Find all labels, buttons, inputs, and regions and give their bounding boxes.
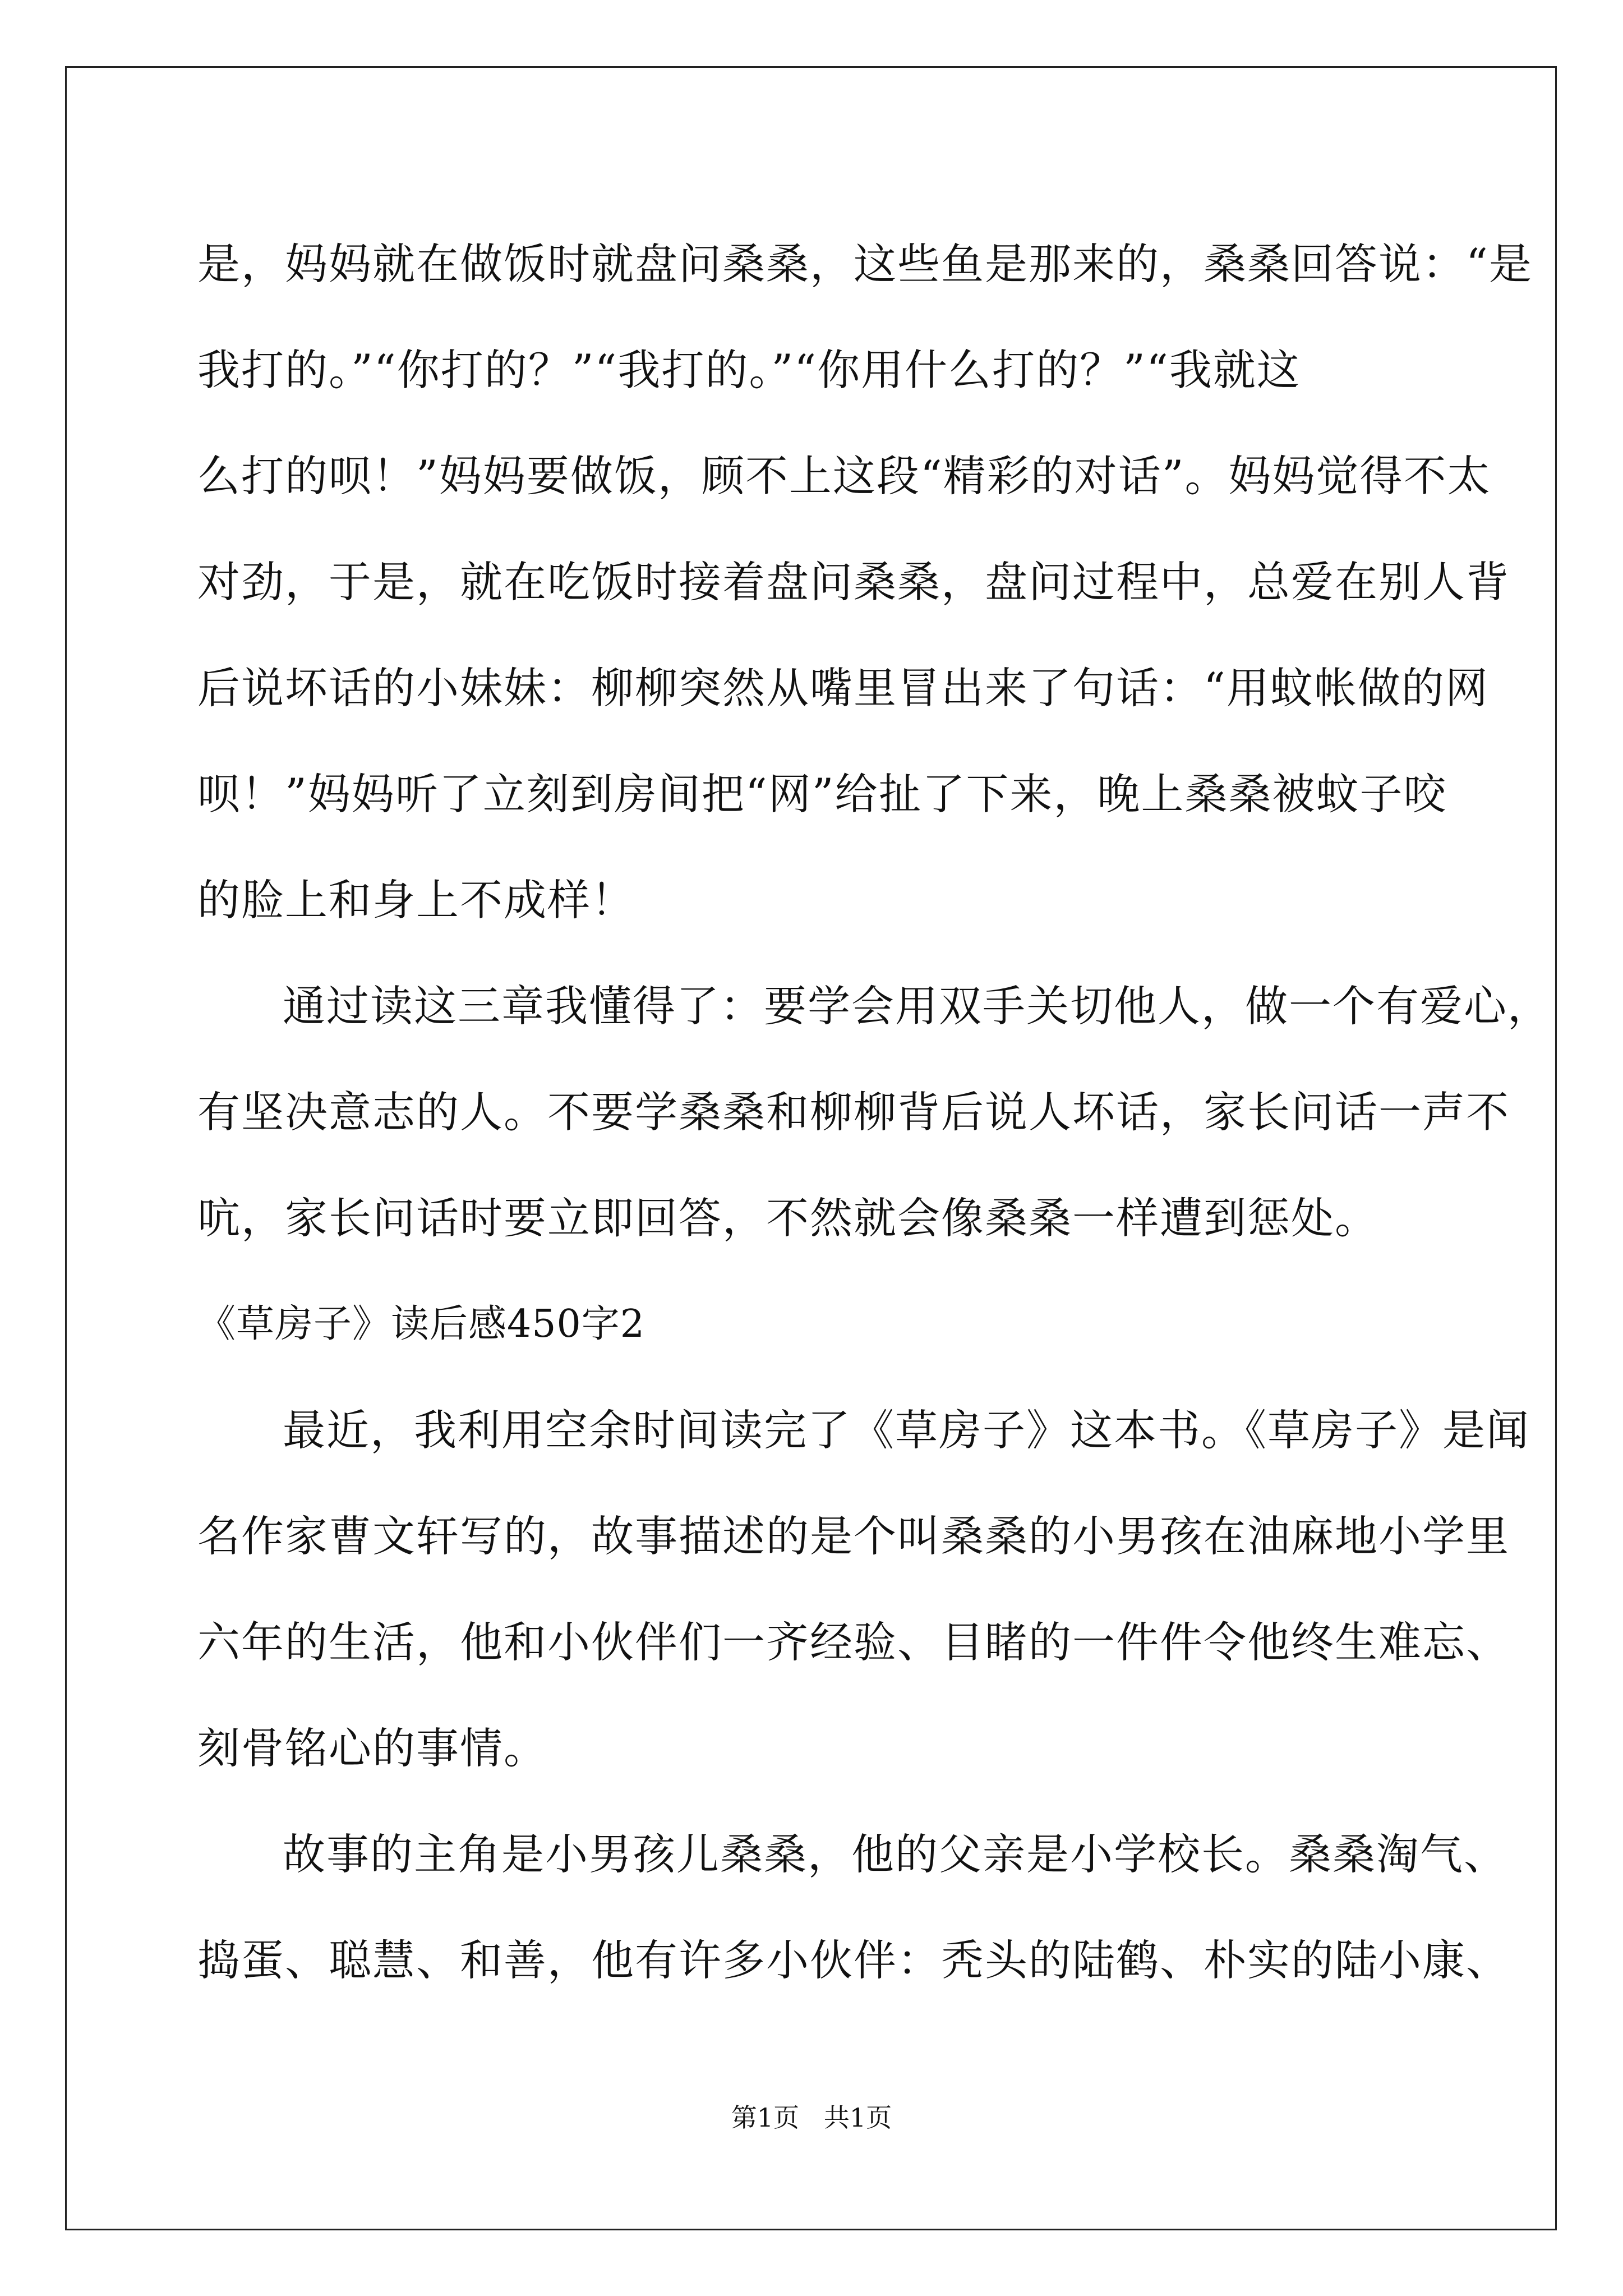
paragraph-line: 的脸上和身上不成样！ (197, 875, 635, 925)
paragraph-line: 呗！”妈妈听了立刻到房间把“网”给扯了下来，晚上桑桑被蚊子咬 (197, 769, 1447, 819)
paragraph-line: 刻骨铭心的事情。 (197, 1723, 547, 1773)
paragraph-line: 有坚决意志的人。不要学桑桑和柳柳背后说人坏话，家长问话一声不 (197, 1087, 1510, 1137)
paragraph-line: 六年的生活，他和小伙伴们一齐经验、目睹的一件件令他终生难忘、 (197, 1617, 1510, 1667)
paragraph-line: 么打的呗！”妈妈要做饭，顾不上这段“精彩的对话”。妈妈觉得不太 (197, 451, 1491, 501)
paragraph-line: 对劲，于是，就在吃饭时接着盘问桑桑，盘问过程中，总爱在别人背 (197, 557, 1510, 607)
paragraph-line: 捣蛋、聪慧、和善，他有许多小伙伴：秃头的陆鹤、朴实的陆小康、 (197, 1935, 1510, 1985)
paragraph-line: 故事的主角是小男孩儿桑桑，他的父亲是小学校长。桑桑淘气、 (283, 1829, 1507, 1879)
paragraph-line: 通过读这三章我懂得了：要学会用双手关切他人，做一个有爱心， (283, 981, 1551, 1031)
paragraph-line: 我打的。”“你打的？”“我打的。”“你用什么打的？”“我就这 (197, 345, 1301, 395)
paragraph-line: 名作家曹文轩写的，故事描述的是个叫桑桑的小男孩在油麻地小学里 (197, 1511, 1510, 1561)
paragraph-line: 吭，家长问话时要立即回答，不然就会像桑桑一样遭到惩处。 (197, 1193, 1378, 1243)
document-body (197, 211, 1551, 2013)
paragraph-line: 后说坏话的小妹妹：柳柳突然从嘴里冒出来了句话：“用蚊帐做的网 (197, 663, 1489, 713)
page-number-footer: 第1页 共1页 (731, 2102, 892, 2133)
section-heading: 《草房子》读后感450字2 (197, 1302, 645, 1346)
paragraph-line: 最近，我利用空余时间读完了《草房子》这本书。《草房子》是闻 (283, 1405, 1530, 1455)
paragraph-line: 是，妈妈就在做饭时就盘问桑桑，这些鱼是那来的，桑桑回答说：“是 (197, 239, 1533, 289)
